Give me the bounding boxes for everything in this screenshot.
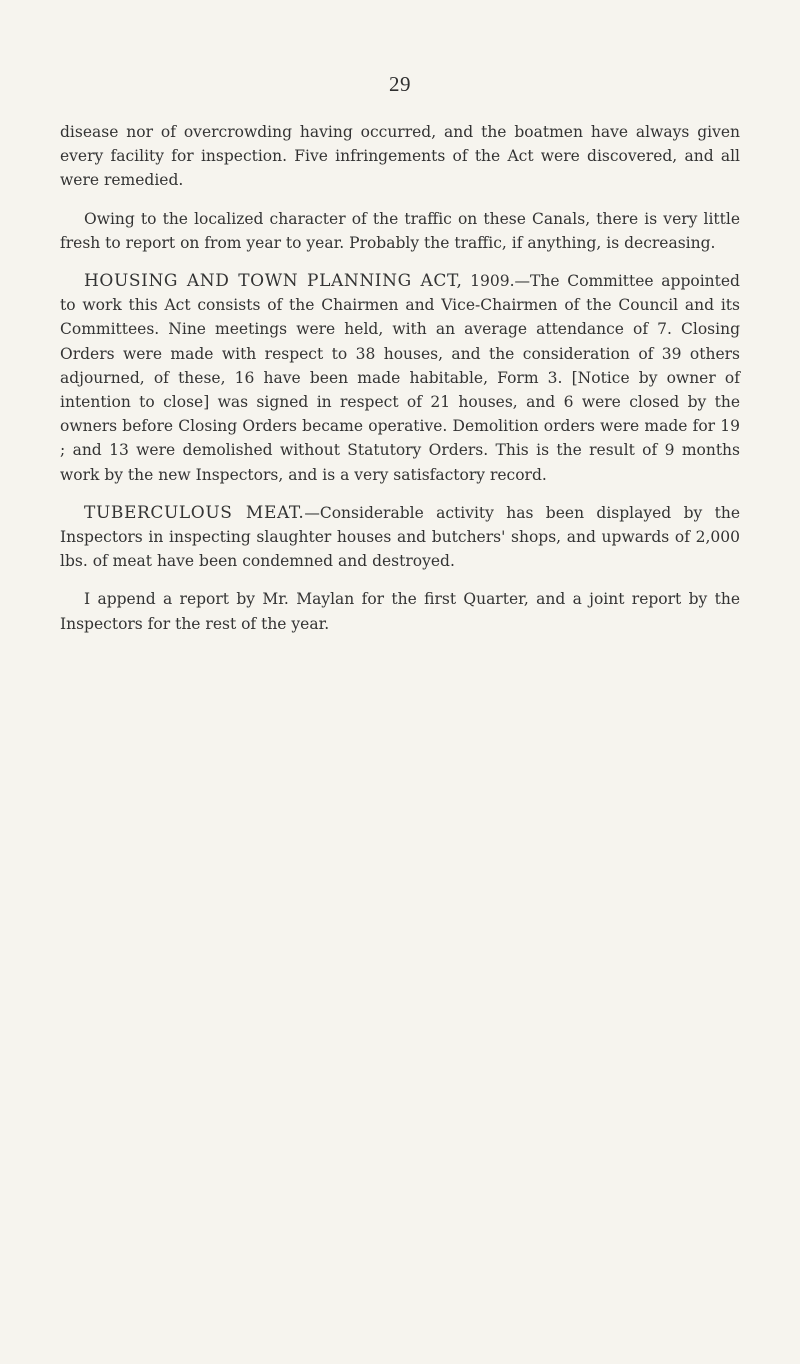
- paragraph-text: I append a report by Mr. Maylan for the first Quarter, and a joint report by the Inspectors for the rest of the year.: [60, 590, 740, 633]
- paragraph-append-report: [60, 587, 740, 635]
- paragraph-tuberculous-meat: [60, 501, 740, 574]
- section-heading-housing: HOUSING AND TOWN PLANNING ACT,: [84, 271, 463, 292]
- body-text: [60, 120, 740, 650]
- paragraph-text: —Considerable activity has been displayed by the Inspectors in inspecting slaughter houses and butchers' shops, and upwards of 2,000 lbs. of meat have been condemned and destroyed.: [60, 503, 740, 571]
- paragraph-canal-traffic: [60, 207, 740, 255]
- paragraph-canal-inspection: [60, 120, 740, 193]
- page-number: 29: [389, 72, 411, 96]
- section-heading-meat: TUBERCULOUS MEAT.: [84, 502, 305, 523]
- paragraph-housing-act: [60, 269, 740, 487]
- paragraph-text: 1909.—The Committee appointed to work this Act consists of the Chairmen and Vice-Chairmen of the Council and its Committees. Nine meetings were held, with an average attendance of 7. Closing Orders were made with respect to 38 houses, and the consideration of 39 others adjourned, of these, 16 have been made habitable, Form 3. [Notice by owner of intention to close] was signed in respect of 21 houses, and 6 were closed by the owners before Closing Orders became operative. Demolition orders were made for 19 ; and 13 were demolished without Statutory Orders. This is the result of 9 months work by the new Inspectors, and is a very satisfactory record.: [60, 272, 740, 484]
- paragraph-text: disease nor of overcrowding having occurred, and the boatmen have always given every facility for inspection. Five infringements of the Act were discovered, and all were remedied.: [60, 123, 740, 190]
- paragraph-text: Owing to the localized character of the traffic on these Canals, there is very little fresh to report on from year to year. Probably the traffic, if anything, is decreasing.: [60, 209, 740, 252]
